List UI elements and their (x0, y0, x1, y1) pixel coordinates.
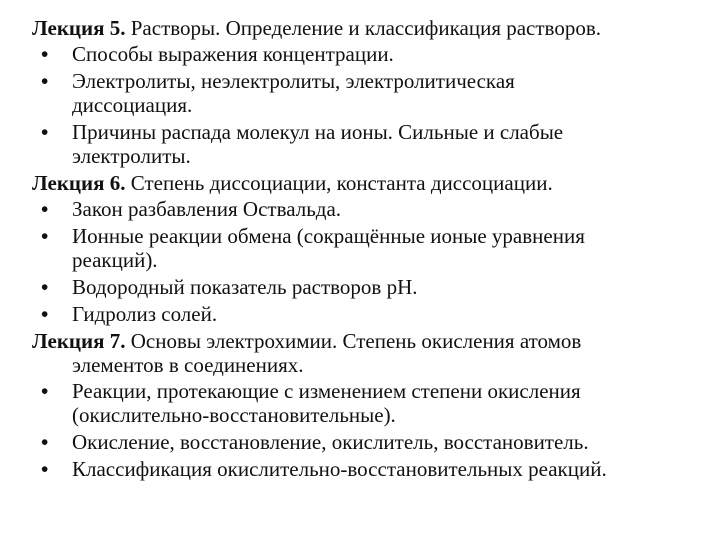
list-item-text: Водородный показатель растворов pH. (72, 275, 418, 299)
list-item-text: Гидролиз солей. (72, 302, 218, 326)
bullet-icon: • (41, 430, 49, 454)
list-item-text: Классификация окислительно-восстановительных реакций. (72, 457, 607, 481)
list-item (32, 275, 702, 299)
list-item (32, 197, 702, 221)
lecture-7-title-cont: элементов в соединениях. (72, 353, 304, 377)
bullet-icon: • (41, 224, 49, 248)
list-item (32, 379, 702, 427)
list-item (32, 42, 702, 66)
bullet-icon: • (41, 69, 49, 93)
lecture-7-label: Лекция 7. (32, 329, 126, 353)
list-item-text: Окисление, восстановление, окислитель, восстановитель. (72, 430, 589, 454)
list-item-text-cont: (окислительно-восстановительные). (72, 403, 396, 427)
lecture-6-label: Лекция 6. (32, 171, 126, 195)
bullet-icon: • (41, 197, 49, 221)
bullet-icon: • (41, 379, 49, 403)
lecture-5-label: Лекция 5. (32, 16, 126, 40)
bullet-icon: • (41, 42, 49, 66)
lecture-7-heading (32, 329, 702, 377)
lecture-list (32, 16, 702, 484)
bullet-icon: • (41, 275, 49, 299)
list-item-text: Ионные реакции обмена (сокращённые ионые уравнения (72, 224, 585, 248)
lecture-5-heading (32, 16, 702, 40)
list-item-text: Реакции, протекающие с изменением степени окисления (72, 379, 581, 403)
list-item-text-cont: реакций). (72, 248, 158, 272)
list-item-text-cont: электролиты. (72, 144, 191, 168)
lecture-5-title: Растворы. Определение и классификация растворов. (130, 16, 601, 40)
list-item (32, 69, 702, 117)
list-item (32, 430, 702, 454)
list-item-text: Способы выражения концентрации. (72, 42, 394, 66)
lecture-7-title: Основы электрохимии. Степень окисления атомов (130, 329, 582, 353)
list-item-text-cont: диссоциация. (72, 93, 193, 117)
list-item (32, 120, 702, 168)
list-item (32, 457, 702, 481)
bullet-icon: • (41, 302, 49, 326)
lecture-6-title: Степень диссоциации, константа диссоциации. (130, 171, 553, 195)
list-item-text: Электролиты, неэлектролиты, электролитическая (72, 69, 515, 93)
list-item (32, 224, 702, 272)
bullet-icon: • (41, 457, 49, 481)
bullet-icon: • (41, 120, 49, 144)
list-item-text: Причины распада молекул на ионы. Сильные и слабые (72, 120, 564, 144)
list-item-text: Закон разбавления Оствальда. (72, 197, 342, 221)
lecture-6-heading (32, 171, 702, 195)
list-item (32, 302, 702, 326)
